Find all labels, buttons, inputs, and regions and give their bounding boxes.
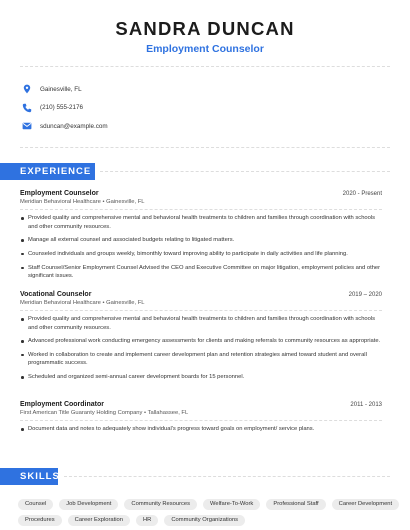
list-item: Advanced professional work conducting emergency assessments for clients and making referrals to community resources as appropriate.: [20, 337, 382, 346]
skills-row: [18, 515, 390, 526]
section-skills-line: [64, 476, 390, 477]
location-pin-icon: [22, 84, 32, 94]
job-bullets: [20, 214, 382, 281]
skill-chip: Community Resources: [124, 499, 197, 510]
skill-chip: Procedures: [18, 515, 62, 526]
skills-list: [18, 499, 393, 530]
email-icon: [22, 121, 32, 131]
job-title: Employment Counselor: [20, 190, 99, 197]
job-divider: [20, 310, 382, 311]
skill-chip: Community Organizations: [164, 515, 245, 526]
job-entry-employment-coordinator: [20, 401, 382, 439]
job-entry-employment-counselor: [20, 190, 382, 286]
contact-block: [22, 80, 382, 136]
job-divider: [20, 420, 382, 421]
list-item: Worked in collaboration to create and implement career development plan and retention strategies aimed toward student and overall programmatic success.: [20, 351, 382, 368]
job-dates: 2020 - Present: [342, 191, 382, 197]
job-bullets: [20, 315, 382, 382]
section-skills-heading: SKILLS: [0, 468, 58, 485]
resume-header: [0, 18, 410, 56]
job-bullets: [20, 425, 382, 434]
candidate-role: Employment Counselor: [146, 43, 264, 55]
list-item: Provided quality and comprehensive mental and behavioral health treatments to children and families through coordination with schools and other community resources.: [20, 315, 382, 332]
skill-chip: Career Development: [332, 499, 400, 510]
job-dates: 2019 – 2020: [348, 292, 382, 298]
contact-location: [22, 80, 382, 99]
list-item: Counseled individuals and groups weekly, bimonthly toward improving ability to participate in daily activities and life planning.: [20, 250, 382, 259]
contact-email: [22, 117, 382, 136]
skill-chip: Job Development: [59, 499, 118, 510]
skill-chip: HR: [136, 515, 158, 526]
candidate-name: SANDRA DUNCAN: [115, 18, 295, 39]
job-organization: Meridian Behavioral Healthcare • Gainesville, FL: [20, 199, 145, 205]
contact-email-text: sduncan@example.com: [40, 122, 108, 130]
section-experience-heading: EXPERIENCE: [0, 163, 95, 180]
skills-row: [18, 499, 393, 510]
contact-phone-text: (210) 555-2176: [40, 104, 84, 112]
job-organization: First American Title Guaranty Holding Company • Tallahassee, FL: [20, 410, 189, 416]
contact-phone: [22, 99, 382, 118]
skill-chip: Professional Staff: [266, 499, 325, 510]
skill-chip: Counsel: [18, 499, 53, 510]
job-entry-vocational-counselor: [20, 291, 382, 387]
header-divider: [20, 66, 390, 67]
contact-divider: [20, 147, 390, 148]
job-organization: Meridian Behavioral Healthcare • Gainesville, FL: [20, 300, 145, 306]
contact-location-text: Gainesville, FL: [40, 85, 82, 93]
skill-chip: Welfare-To-Work: [203, 499, 260, 510]
job-title: Employment Coordinator: [20, 401, 105, 408]
list-item: Provided quality and comprehensive mental and behavioral health treatments to children and families through coordination with schools and other community resources.: [20, 214, 382, 231]
job-dates: 2011 - 2013: [350, 402, 382, 408]
phone-icon: [22, 103, 32, 113]
skill-chip: Career Exploration: [68, 515, 130, 526]
list-item: Staff Counsel/Senior Employment Counsel Advised the CEO and Executive Committee on major litigation, employment policies and other significant issues.: [20, 264, 382, 281]
list-item: Manage all external counsel and associated budgets relating to litigated matters.: [20, 236, 382, 245]
job-title: Vocational Counselor: [20, 291, 92, 298]
list-item: Scheduled and organized semi-annual career development boards for 15 personnel.: [20, 373, 382, 382]
section-experience-line: [100, 171, 390, 172]
job-divider: [20, 209, 382, 210]
list-item: Document data and notes to adequately show individual's progress toward goals on employment/ service plans.: [20, 425, 382, 434]
